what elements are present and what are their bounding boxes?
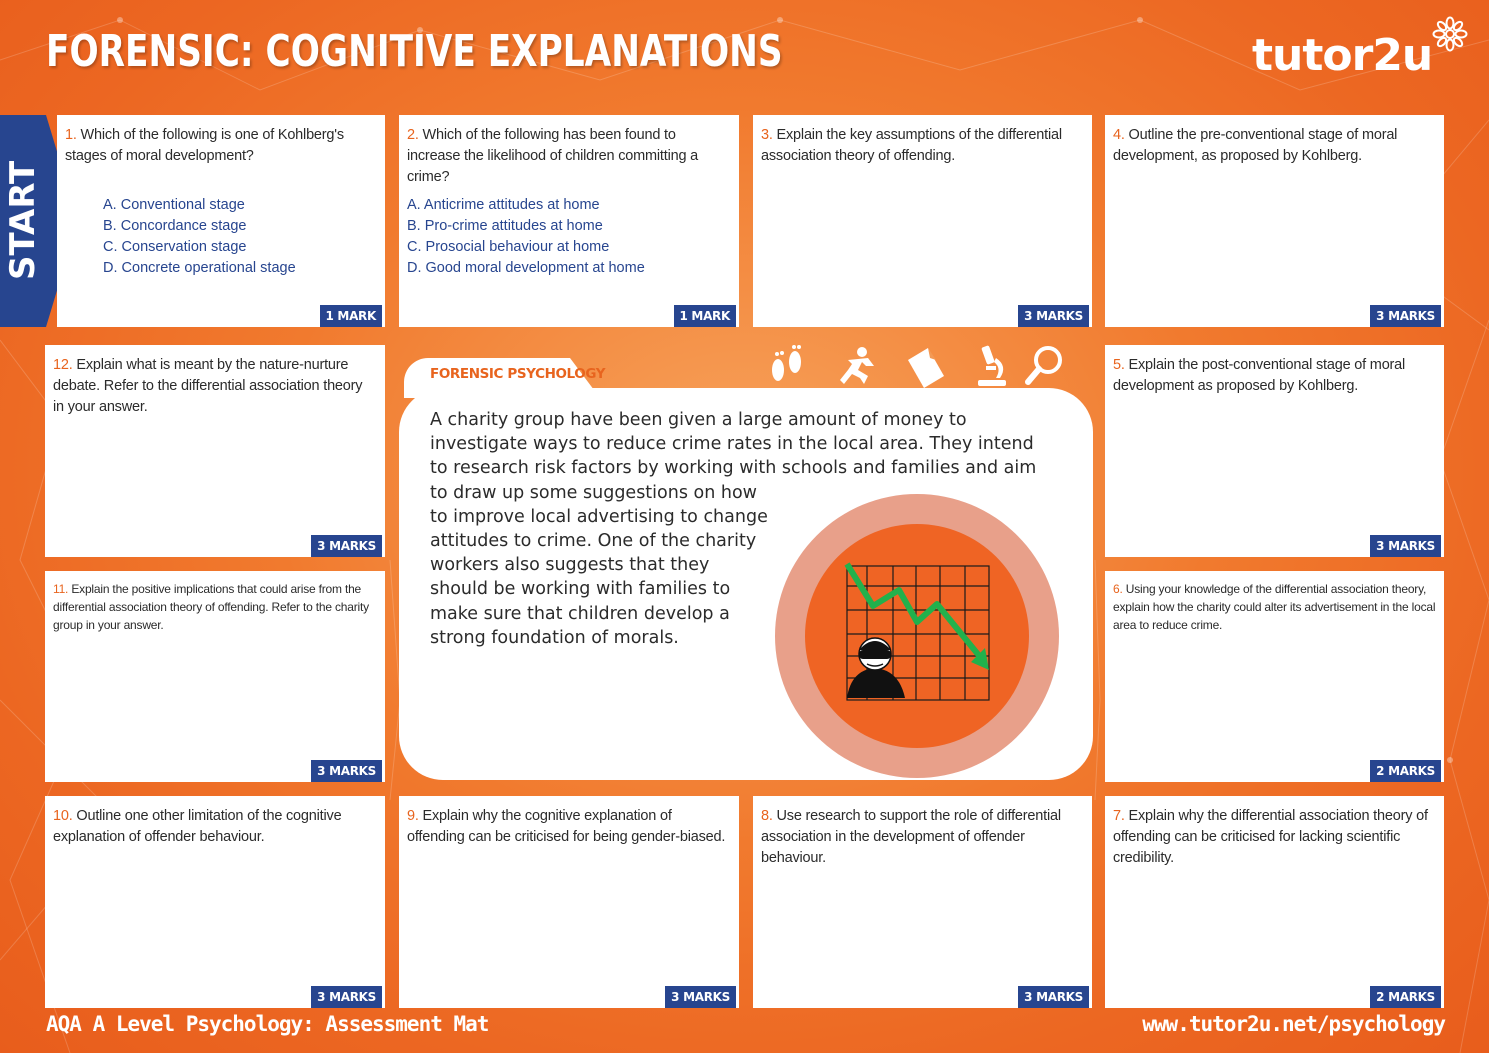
options-list bbox=[103, 195, 296, 279]
marks-badge: 2 MARKS bbox=[1370, 760, 1441, 782]
marks-badge: 3 MARKS bbox=[1370, 305, 1441, 327]
question-text bbox=[1113, 355, 1436, 397]
crime-decline-chart-illustration bbox=[775, 494, 1059, 778]
question-body: Which of the following has been found to increase the likelihood of children committing a crime? bbox=[407, 127, 699, 185]
question-body: Explain what is meant by the nature-nurture debate. Refer to the differential association theory in your answer. bbox=[53, 357, 363, 415]
question-card-7 bbox=[1105, 796, 1444, 1008]
question-text bbox=[65, 125, 377, 167]
question-number: 4. bbox=[1113, 127, 1125, 143]
question-text bbox=[761, 806, 1084, 869]
footer-website-link[interactable]: www.tutor2u.net/psychology bbox=[1142, 1012, 1445, 1036]
marks-badge: 3 MARKS bbox=[1370, 535, 1441, 557]
question-body: Explain the key assumptions of the differential association theory of offending. bbox=[761, 127, 1062, 164]
question-number: 2. bbox=[407, 127, 419, 143]
marks-badge: 3 MARKS bbox=[311, 535, 382, 557]
question-number: 11. bbox=[53, 582, 69, 596]
running-figure-icon bbox=[840, 347, 874, 384]
question-card-9 bbox=[399, 796, 739, 1008]
question-card-6 bbox=[1105, 571, 1444, 782]
question-text bbox=[1113, 125, 1436, 167]
microscope-icon bbox=[978, 345, 1006, 386]
question-body: Explain why the differential association theory of offending can be criticised for lacking scientific credibility. bbox=[1113, 808, 1428, 866]
option-d[interactable]: D. Concrete operational stage bbox=[103, 260, 296, 276]
question-card-10 bbox=[45, 796, 385, 1008]
option-b[interactable]: B. Pro-crime attitudes at home bbox=[407, 218, 603, 234]
marks-badge: 3 MARKS bbox=[311, 986, 382, 1008]
question-text bbox=[53, 806, 377, 848]
question-number: 6. bbox=[1113, 582, 1123, 596]
question-text bbox=[761, 125, 1084, 167]
document-icon bbox=[908, 348, 944, 388]
question-card-5 bbox=[1105, 345, 1444, 557]
page-title: FORENSIC: COGNITIVE EXPLANATIONS bbox=[46, 26, 783, 77]
question-card-11 bbox=[45, 571, 385, 782]
question-number: 7. bbox=[1113, 808, 1125, 824]
option-c[interactable]: C. Conservation stage bbox=[103, 239, 247, 255]
options-list bbox=[407, 195, 645, 279]
question-number: 9. bbox=[407, 808, 419, 824]
question-text bbox=[407, 125, 731, 188]
option-d[interactable]: D. Good moral development at home bbox=[407, 260, 645, 276]
question-number: 10. bbox=[53, 808, 73, 824]
flower-logo-icon bbox=[1430, 14, 1470, 54]
question-body: Explain the post-conventional stage of moral development as proposed by Kohlberg. bbox=[1113, 357, 1406, 394]
question-number: 3. bbox=[761, 127, 773, 143]
question-body: Outline the pre-conventional stage of moral development, as proposed by Kohlberg. bbox=[1113, 127, 1398, 164]
magnifier-icon bbox=[1028, 348, 1060, 382]
option-b[interactable]: B. Concordance stage bbox=[103, 218, 247, 234]
question-body: Use research to support the role of differential association in the development of offender behaviour. bbox=[761, 808, 1061, 866]
question-card-4 bbox=[1105, 115, 1444, 327]
question-body: Outline one other limitation of the cognitive explanation of offender behaviour. bbox=[53, 808, 342, 845]
option-c[interactable]: C. Prosocial behaviour at home bbox=[407, 239, 610, 255]
option-a[interactable]: A. Anticrime attitudes at home bbox=[407, 197, 600, 213]
question-number: 12. bbox=[53, 357, 73, 373]
question-number: 8. bbox=[761, 808, 773, 824]
footprints-icon bbox=[772, 345, 801, 381]
marks-badge: 2 MARKS bbox=[1370, 986, 1441, 1008]
tutor2u-logo: tutor2u bbox=[1252, 30, 1433, 81]
forensic-psychology-label: FORENSIC PSYCHOLOGY bbox=[430, 366, 606, 382]
question-body: Using your knowledge of the differential association theory, explain how the charity could alter its advertisement in the local area to reduce crime. bbox=[1113, 582, 1436, 632]
marks-badge: 1 MARK bbox=[320, 305, 383, 327]
marks-badge: 3 MARKS bbox=[1018, 305, 1089, 327]
footer-course-label: AQA A Level Psychology: Assessment Mat bbox=[46, 1012, 489, 1036]
question-body: Which of the following is one of Kohlberg's stages of moral development? bbox=[65, 127, 344, 164]
question-card-8 bbox=[753, 796, 1092, 1008]
scenario-intro: A charity group have been given a large amount of money to investigate ways to reduce crime rates in the local area. They intend to research risk factors by working with schools and families and aim bbox=[430, 410, 1037, 479]
marks-badge: 3 MARKS bbox=[665, 986, 736, 1008]
question-number: 5. bbox=[1113, 357, 1125, 373]
question-card-12 bbox=[45, 345, 385, 557]
scenario-continued: to draw up some suggestions on how to improve local advertising to change attitudes to crime. One of the charity workers also suggests that they should be working with families to make sure that children develop a strong foundation of morals. bbox=[430, 482, 768, 648]
question-card-2 bbox=[399, 115, 739, 327]
question-text bbox=[53, 580, 377, 634]
question-text bbox=[1113, 806, 1436, 869]
marks-badge: 3 MARKS bbox=[1018, 986, 1089, 1008]
marks-badge: 3 MARKS bbox=[311, 760, 382, 782]
question-text bbox=[407, 806, 731, 848]
question-text bbox=[1113, 580, 1436, 634]
topic-icons bbox=[768, 344, 1068, 388]
option-a[interactable]: A. Conventional stage bbox=[103, 197, 245, 213]
question-body: Explain the positive implications that could arise from the differential association theory of offending. Refer to the charity group in your answer. bbox=[53, 582, 369, 632]
question-card-1 bbox=[57, 115, 385, 327]
question-text bbox=[53, 355, 377, 418]
marks-badge: 1 MARK bbox=[674, 305, 737, 327]
question-body: Explain why the cognitive explanation of offending can be criticised for being gender-biased. bbox=[407, 808, 726, 845]
question-card-3 bbox=[753, 115, 1092, 327]
question-number: 1. bbox=[65, 127, 77, 143]
